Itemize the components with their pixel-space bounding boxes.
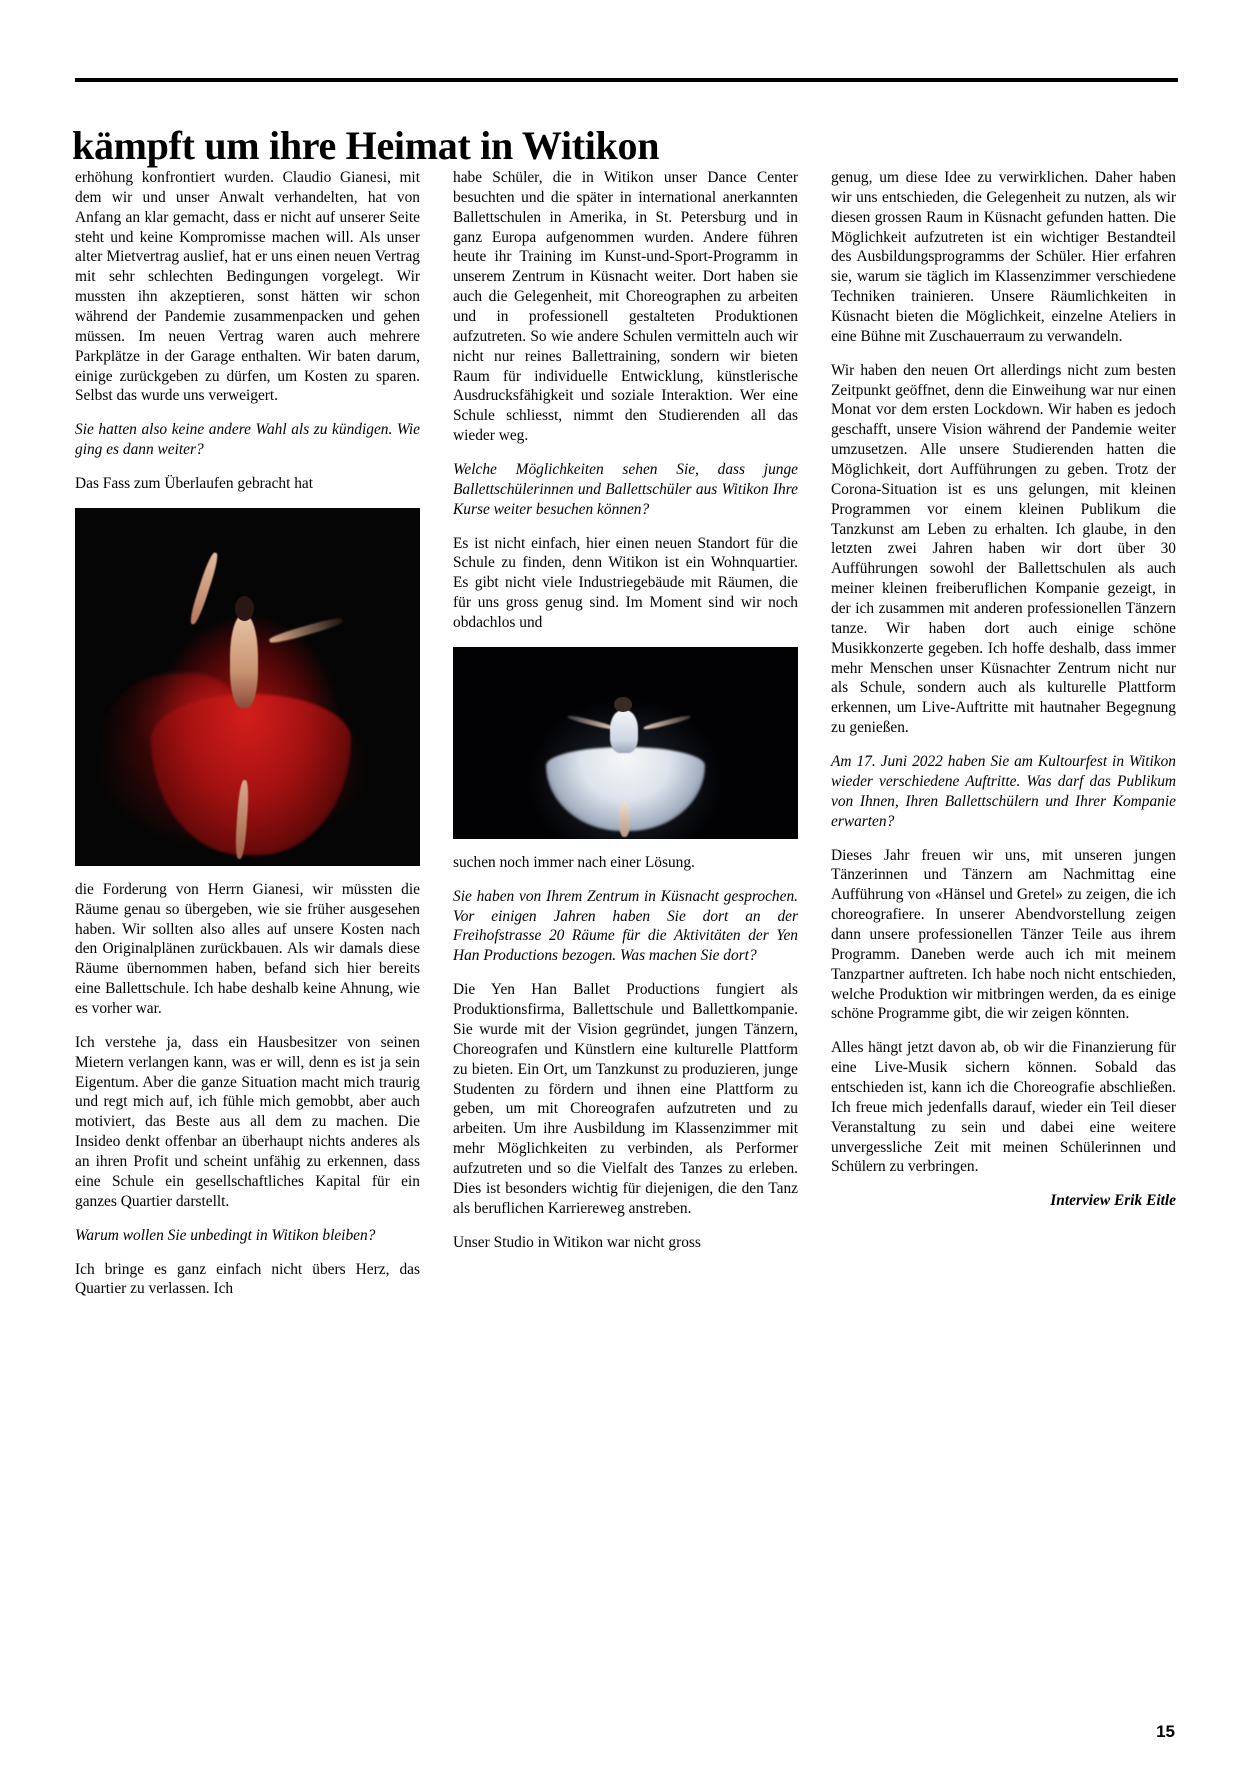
paragraph: erhöhung konfrontiert wurden. Claudio Gianesi, mit dem wir und unser Anwalt verhandelten, hat von Anfang an klar gemacht, dass er nicht auf unserer Seite steht und keine Kompromisse machen will. Als unser alter Mietvertrag auslief, hat er uns einen neuen Vertrag mit sehr schlechten Bedingungen vorgelegt. Wir mussten ihn akzeptieren, sonst hätten wir schon während der Pandemie zusammenpacken und gehen müssen. Im neuen Vertrag waren auch mehrere Parkplätze in der Garage enthalten. Wir baten darum, einige zurückgeben zu dürfen, um Kosten zu sparen. Selbst das wurde uns verweigert. <box>75 169 420 405</box>
photo-torso-shape <box>230 615 258 708</box>
paragraph: Ich bringe es ganz einfach nicht übers Herz, das Quartier zu verlassen. Ich <box>75 1260 420 1298</box>
header-rule <box>75 78 1178 82</box>
paragraph: genug, um diese Idee zu verwirklichen. Daher haben wir uns entschieden, die Gelegenheit zu nutzen, als wir diesen grossen Raum in Küsnacht gefunden hatten. Die Möglichkeit aufzutreten ist ein wichtiger Bestandteil des Ausbildungsprogramms der Schüler. Hier erfahren sie, warum sie täglich im Klassenzimmer verschiedene Techniken trainieren. Unsere Räumlichkeiten in Küsnacht bieten die Möglichkeit, einzelne Ateliers in eine Bühne mit Zuschauerraum zu verwandeln. <box>831 169 1176 345</box>
paragraph: Die Yen Han Ballet Productions fungiert als Produktionsfirma, Ballettschule und Ballettkompanie. Sie wurde mit der Vision gegründet, jungen Tänzern, Choreografen und Künstlern eine kulturelle Plattform zu bieten. Ein Ort, um Tanzkunst zu produzieren, junge Studenten zu fördern und ihnen eine Plattform zu geben, um mit Choreografen aufzutreten und zu arbeiten. Um ihre Ausbildung im Klassenzimmer mit mehr Möglichkeiten zu verbinden, als Performer aufzutreten und so die Vielfalt des Tanzes zu erleben. Dies ist besonders wichtig für diejenigen, die den Tanz als beruflichen Karriereweg anstreben. <box>453 981 798 1217</box>
paragraph: Alles hängt jetzt davon ab, ob wir die Finanzierung für eine Live-Musik sichern können. Sobald das entschieden ist, kann ich die Choreografie abschließen. Ich freue mich jedenfalls darauf, wieder ein Teil dieser Veranstaltung zu sein und dabei eine weitere unvergessliche Zeit mit meinen Schülerinnen und Schülern zu verbringen. <box>831 1039 1176 1176</box>
column-right <box>831 168 1176 1299</box>
photo-ballerina-white <box>453 647 798 839</box>
photo-bodice-shape <box>610 710 638 752</box>
paragraph: Das Fass zum Überlaufen gebracht hat <box>75 475 314 493</box>
question-paragraph: Welche Möglichkeiten sehen Sie, dass junge Ballettschülerinnen und Ballettschüler aus Witikon Ihre Kurse weiter besuchen können? <box>453 461 798 518</box>
photo-leg-shape <box>619 801 631 837</box>
column-middle <box>453 168 798 1299</box>
paragraph: Wir haben den neuen Ort allerdings nicht zum besten Zeitpunkt geöffnet, denn die Einweihung war nur einen Monat vor dem ersten Lockdown. Wir haben es jedoch geschafft, unsere Vision während der Pandemie weiter umzusetzen. Alle unsere Studierenden hatten die Möglichkeit, dort Aufführungen zu geben. Trotz der Corona-Situation ist es uns gelungen, mit kleinen Programmen vor einem kleinen Publikum die Tanzkunst am Leben zu erhalten. Ich glaube, in den letzten zwei Jahren haben wir dort über 30 Aufführungen sowohl der Ballettschulen als auch meiner kleinen freiberuflichen Kompanie gezeigt, in der ich zusammen mit anderen professionellen Tänzern tanze. Wir haben dort auch einige schöne Musikkonzerte gegeben. Ich hoffe deshalb, dass immer mehr Menschen unser Küsnachter Zentrum nicht nur als Schule, sondern auch als kulturelle Plattform erkennen, um Live-Auftritte mit hautnaher Begegnung zu genießen. <box>831 361 1176 737</box>
question-paragraph: Sie hatten also keine andere Wahl als zu kündigen. Wie ging es dann weiter? <box>75 421 420 459</box>
paragraph: suchen noch immer nach einer Lösung. <box>453 853 695 871</box>
paragraph: Dieses Jahr freuen wir uns, mit unseren jungen Tänzerinnen und Tänzern am Nachmittag eine Aufführung von «Hänsel und Gretel» zu zeigen, die ich choreografiere. In unserer Abendvorstellung zeigen dann unsere professionellen Tänzer Teile aus ihrem Programm. Daneben werde auch ich mit meinem Tanzpartner auftreten. Ich habe noch nicht entschieden, welche Produktion wir mitbringen werden, da es einige schöne Programme gibt, die wir zeigen könnten. <box>831 846 1176 1023</box>
paragraph: Ich verstehe ja, dass ein Hausbesitzer von seinen Mietern verlangen kann, was er will, denn es ist ja sein Eigentum. Aber die ganze Situation macht mich traurig und regt mich auf, ich fühle mich gemobbt, aber auch motiviert, das Beste aus all dem zu machen. Die Insideo denkt offenbar an überhaupt nichts anderes als an ihren Profit und scheint unfähig zu erkennen, dass eine Schule ein gesellschaftliches Kapital für ein ganzes Quartier darstellt. <box>75 1033 420 1210</box>
paragraph: Es ist nicht einfach, hier einen neuen Standort für die Schule zu finden, denn Witikon ist ein Wohnquartier. Es gibt nicht viele Industriegebäude mit Räumen, die für uns gross genug sind. Im Moment sind wir noch obdachlos und <box>453 534 798 632</box>
photo-dancer-red <box>75 508 420 866</box>
question-paragraph: Am 17. Juni 2022 haben Sie am Kultourfest in Witikon wieder verschiedene Auftritte. Was darf das Publikum von Ihnen, Ihren Ballettschülern und Ihrer Kompanie erwarten? <box>831 753 1176 830</box>
question-paragraph: Sie haben von Ihrem Zentrum in Küsnacht gesprochen. Vor einigen Jahren haben Sie dort an der Freihofstrasse 20 Räume für die Aktivitäten der Yen Han Productions bezogen. Was machen Sie dort? <box>453 887 798 965</box>
paragraph: Unser Studio in Witikon war nicht gross <box>453 1233 701 1251</box>
paragraph: habe Schüler, die in Witikon unser Dance Center besuchten und die später in international anerkannten Ballettschulen in Amerika, in St. Petersburg und in ganz Europa aufgenommen wurden. Andere führen heute ihr Training im Kunst-und-Sport-Programm in unserem Zentrum in Küsnacht weiter. Dort haben sie auch die Gelegenheit, mit Choreographen zu arbeiten und in professionell gestalteten Produktionen aufzutreten. So wie andere Schulen vermitteln auch wir nicht nur reines Ballettraining, sondern wir bieten Raum für individuelle Entwicklung, künstlerische Ausdrucksfähigkeit und soziale Interaktion. Wer eine Schule schliesst, nimmt den Studierenden all das wieder weg. <box>453 169 798 445</box>
column-left <box>75 168 420 1299</box>
article-columns <box>75 168 1178 1299</box>
page-number: 15 <box>1156 1722 1175 1741</box>
paragraph: die Forderung von Herrn Gianesi, wir müssten die Räume genau so übergeben, wie sie früher ausgesehen haben. Wir sollten also alles auf unsere Kosten nach den Originalplänen zurückbauen. Als wir damals diese Räume übernommen haben, befand sich hier bereits eine Ballettschule. Ich habe deshalb keine Ahnung, wie es vorher war. <box>75 880 420 1018</box>
question-paragraph: Warum wollen Sie unbedingt in Witikon bleiben? <box>75 1226 376 1244</box>
photo-head-shape <box>235 596 254 621</box>
page-title: kämpft um ihre Heimat in Witikon <box>72 122 660 168</box>
interview-credit: Interview Erik Eitle <box>1050 1192 1176 1210</box>
